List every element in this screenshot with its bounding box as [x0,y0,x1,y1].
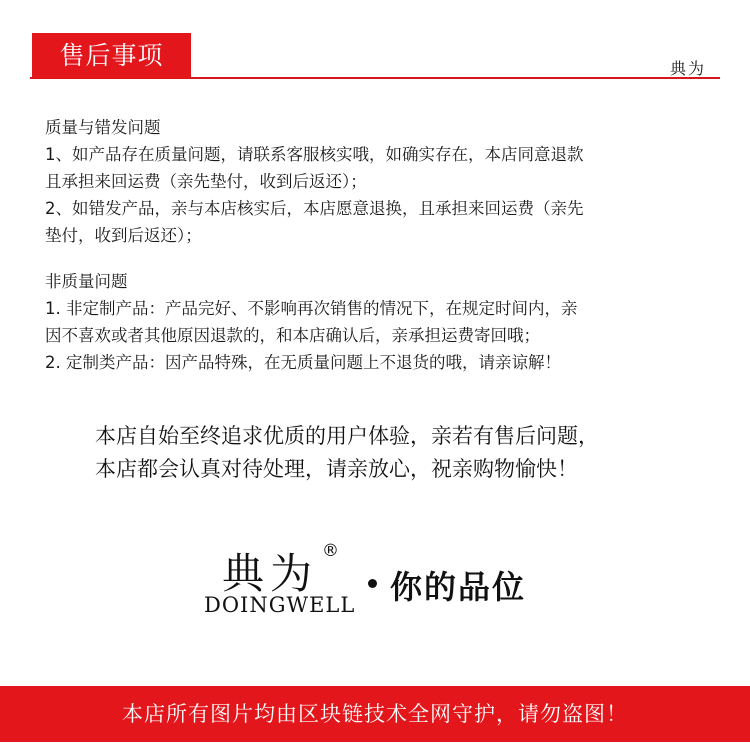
policy-line: 1、如产品存在质量问题，请联系客服核实哦，如确实存在，本店同意退款 [45,145,584,164]
closing-line: 本店都会认真对待处理，请亲放心，祝亲购物愉快！ [95,457,578,481]
brand-name-corner: 典为 [669,59,706,78]
brand-logo [200,541,360,625]
logo-chinese-name: 典为 [222,549,319,598]
nonquality-section [45,268,710,376]
quality-section [45,114,710,249]
bullet-dot-icon [368,579,377,588]
registered-mark-icon: ® [322,541,339,561]
footer-notice-banner: 本店所有图片均由区块链技术全网守护，请勿盗图！ [0,686,750,742]
closing-message [95,420,715,486]
logo-english-name: DOINGWELL [204,593,356,617]
section-title: 质量与错发问题 [45,118,161,137]
policy-line: 1. 非定制产品：产品完好、不影响再次销售的情况下，在规定时间内，亲 [45,299,578,318]
closing-line: 本店自始至终追求优质的用户体验，亲若有售后问题， [95,424,599,448]
policy-line: 且承担来回运费（亲先垫付，收到后返还）； [45,172,367,191]
policy-line: 因不喜欢或者其他原因退款的，和本店确认后，亲承担运费寄回哦； [45,326,540,345]
section-title: 非质量问题 [45,272,128,291]
policy-line: 2、如错发产品，亲与本店核实后，本店愿意退换，且承担来回运费（亲先 [45,199,584,218]
policy-line: 垫付，收到后返还）； [45,226,202,245]
brand-slogan: 你的品位 [390,568,527,606]
policy-line: 2. 定制类产品：因产品特殊，在无质量问题上不退货的哦，请亲谅解！ [45,353,561,372]
page-title-tag: 售后事项 [32,33,191,78]
